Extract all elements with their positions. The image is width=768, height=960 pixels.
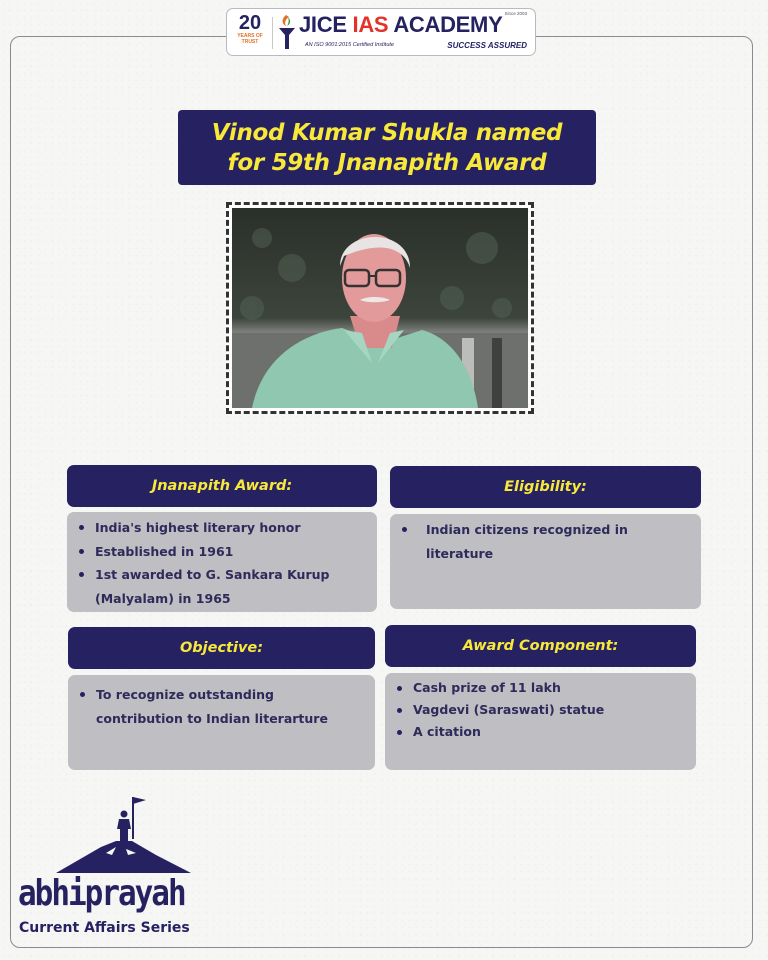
card-heading-text: Objective: <box>179 640 264 656</box>
bullet-list <box>398 518 691 565</box>
list-item: Cash prize of 11 lakh <box>393 677 686 699</box>
portrait-photo <box>232 208 528 408</box>
list-item: Established in 1961 <box>75 540 367 564</box>
abhiprayah-brand <box>16 795 206 945</box>
mountain-flag-icon <box>16 795 206 875</box>
photo-frame <box>226 202 534 414</box>
series-label: Current Affairs Series <box>19 920 190 936</box>
tagline: SUCCESS ASSURED <box>447 41 527 50</box>
bullet-list <box>76 683 365 730</box>
card-heading-text: Eligibility: <box>504 479 587 495</box>
years-badge <box>232 13 268 45</box>
card-heading <box>385 625 696 667</box>
headline-line-2: for 59th Jnanapith Award <box>227 149 547 176</box>
card-body <box>385 673 696 770</box>
card-body <box>67 512 377 612</box>
iso-certification: AN ISO 9001:2015 Certified Institute <box>305 42 394 48</box>
card-heading <box>67 465 377 507</box>
years-text: YEARS OF TRUST <box>237 33 263 45</box>
card-jnanapith-award <box>67 465 377 612</box>
bullet-list <box>75 516 367 610</box>
abhiprayah-wordmark: abhiprayah <box>18 873 185 915</box>
list-item: A citation <box>393 721 686 743</box>
years-number: 20 <box>238 12 262 34</box>
torch-icon <box>277 13 297 51</box>
academy-name <box>299 13 502 37</box>
list-item: 1st awarded to G. Sankara Kurup (Malyalam) in 1965 <box>75 563 335 610</box>
card-objective <box>68 627 375 770</box>
since-label: Since 2003 <box>504 11 527 16</box>
list-item: Indian citizens recognized in literature <box>398 518 691 565</box>
list-item: Vagdevi (Saraswati) statue <box>393 699 686 721</box>
portrait-illustration <box>232 208 528 408</box>
card-heading <box>390 466 701 508</box>
headline-line-1: Vinod Kumar Shukla named <box>211 119 563 146</box>
card-eligibility <box>390 466 701 609</box>
card-heading-text: Jnanapith Award: <box>151 478 293 494</box>
list-item: To recognize outstanding contribution to Indian literarture <box>76 683 361 730</box>
logo-divider <box>272 17 273 49</box>
card-award-component <box>385 625 696 770</box>
name-ias: IAS <box>352 12 389 37</box>
card-body <box>390 514 701 609</box>
card-body <box>68 675 375 770</box>
headline-banner <box>178 110 596 185</box>
name-academy: ACADEMY <box>393 12 503 37</box>
card-heading <box>68 627 375 669</box>
card-heading-text: Award Component: <box>462 638 619 654</box>
jice-logo <box>226 8 536 56</box>
bullet-list <box>393 677 686 743</box>
list-item: India's highest literary honor <box>75 516 367 540</box>
name-jice: JICE <box>299 12 347 37</box>
